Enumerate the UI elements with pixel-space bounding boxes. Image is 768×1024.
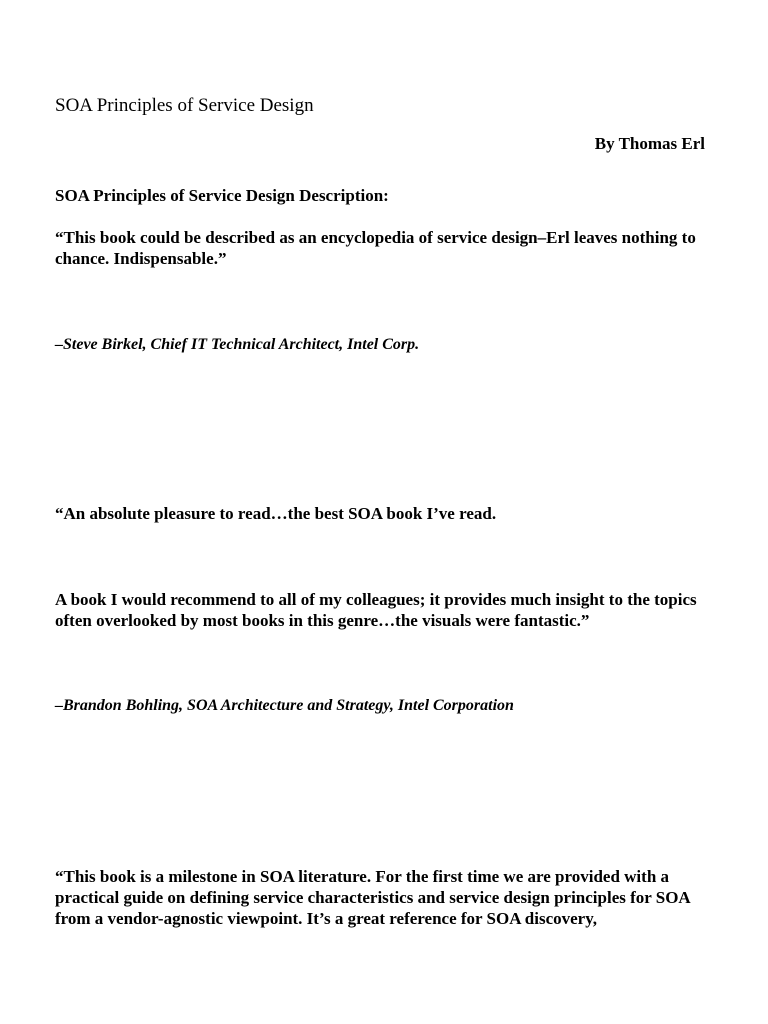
- review-attribution-2: –Brandon Bohling, SOA Architecture and Strategy, Intel Corporation: [55, 697, 514, 714]
- review-quote-1: “This book could be described as an encyclopedia of service design–Erl leaves nothing to chance. Indispensable.”: [55, 228, 696, 268]
- review-quote-3: “This book is a milestone in SOA literature. For the first time we are provided with a practical guide on defining service characteristics and service design principles for SOA from a vendor-agnostic viewpoint. It’s a great reference for SOA discovery,: [55, 867, 690, 928]
- document-title: SOA Principles of Service Design: [55, 95, 314, 116]
- review-quote-2-body: A book I would recommend to all of my colleagues; it provides much insight to the topics often overlooked by most books in this genre…the visuals were fantastic.”: [55, 590, 697, 630]
- review-attribution-1: –Steve Birkel, Chief IT Technical Architect, Intel Corp.: [55, 336, 420, 353]
- description-heading: SOA Principles of Service Design Description:: [55, 186, 389, 205]
- author-line: By Thomas Erl: [594, 134, 705, 153]
- review-quote-2-opening: “An absolute pleasure to read…the best SOA book I’ve read.: [55, 504, 497, 523]
